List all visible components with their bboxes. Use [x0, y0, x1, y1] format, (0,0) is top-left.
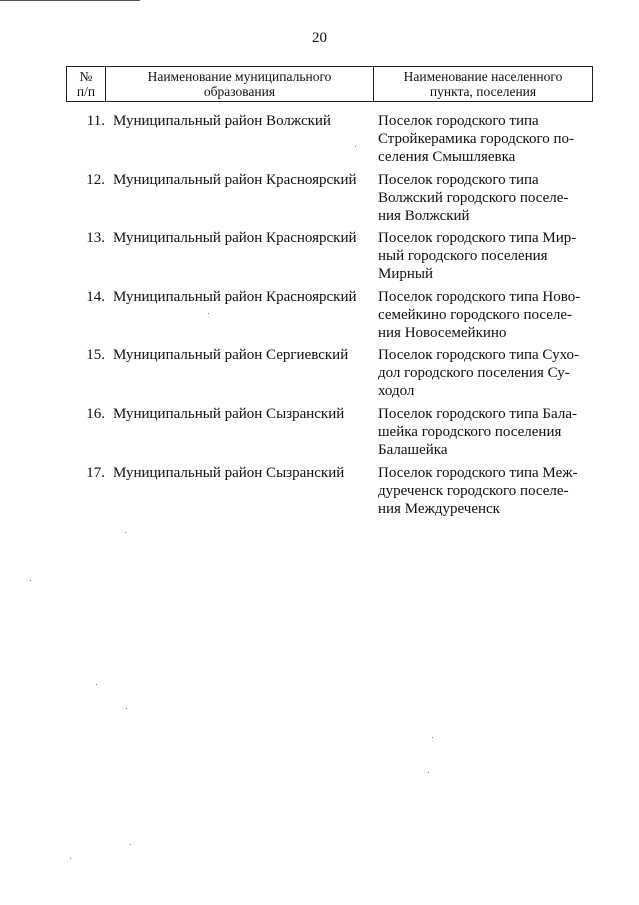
- settlement-line: Поселок городского типа: [378, 113, 539, 129]
- row-district: Муниципальный район Волжский: [113, 113, 331, 129]
- table-row: [66, 110, 593, 169]
- scan-speck: [126, 708, 127, 709]
- settlement-line: Поселок городского типа Бала-: [378, 405, 577, 422]
- settlement-line: шейка городского поселения: [378, 423, 562, 440]
- header-num-line: №: [79, 69, 93, 84]
- row-settlement: [373, 286, 593, 345]
- row-settlement: [373, 403, 593, 462]
- table-row: [66, 227, 593, 286]
- scan-speck: [70, 858, 71, 859]
- row-number: 16.: [86, 405, 105, 422]
- row-number: 12.: [86, 171, 105, 188]
- row-number: 15.: [86, 347, 105, 364]
- settlement-line: селения Смышляевка: [378, 149, 516, 165]
- row-number: 11.: [86, 113, 105, 129]
- table-header: [66, 66, 593, 102]
- settlement-line: Поселок городского типа Меж-: [378, 464, 578, 481]
- settlement-line: Поселок городского типа Сухо-: [378, 347, 579, 364]
- header-district-line: Наименование муниципального: [147, 69, 332, 84]
- table-row: [66, 462, 593, 521]
- settlement-line: ния Междуреченск: [378, 500, 500, 517]
- settlement-line: Волжский городского поселе-: [378, 189, 569, 206]
- header-num-line: п/п: [76, 84, 96, 99]
- table-body: [66, 110, 593, 520]
- settlement-line: Поселок городского типа: [378, 171, 539, 188]
- settlement-line: ный городского поселения: [378, 248, 548, 265]
- table-row: [66, 169, 593, 228]
- header-district: [106, 67, 374, 101]
- header-num: [67, 67, 106, 101]
- row-district: Муниципальный район Сергиевский: [113, 347, 349, 364]
- scan-speck: [125, 532, 126, 533]
- row-settlement: [373, 110, 593, 169]
- row-district: Муниципальный район Красноярский: [113, 288, 357, 305]
- table-row: [66, 286, 593, 345]
- row-number: 13.: [86, 230, 105, 247]
- page-number: 20: [312, 30, 327, 46]
- row-district: Муниципальный район Сызранский: [113, 405, 345, 422]
- settlement-line: ния Новосемейкино: [378, 324, 507, 341]
- row-settlement: [373, 169, 593, 228]
- header-settlement-line: пункта, поселения: [429, 84, 537, 99]
- scan-speck: [208, 313, 209, 314]
- scan-speck: [130, 844, 131, 845]
- settlement-line: дол городского поселения Су-: [378, 365, 570, 382]
- settlement-line: дуреченск городского поселе-: [378, 482, 569, 499]
- row-settlement: [373, 462, 593, 521]
- row-number: 17.: [86, 464, 105, 481]
- header-settlement-line: Наименование населенного: [403, 69, 563, 84]
- settlement-line: Балашейка: [378, 441, 448, 458]
- table-row: [66, 403, 593, 462]
- scan-speck: [30, 580, 31, 581]
- settlement-line: Поселок городского типа Ново-: [378, 288, 581, 305]
- scan-speck: [355, 146, 356, 147]
- table-row: [66, 344, 593, 403]
- settlement-line: Стройкерамика городского по-: [378, 131, 575, 147]
- settlement-line: Поселок городского типа Мир-: [378, 230, 577, 247]
- row-district: Муниципальный район Красноярский: [113, 230, 357, 247]
- scan-speck: [428, 772, 429, 773]
- scan-speck: [96, 684, 97, 685]
- row-settlement: [373, 344, 593, 403]
- row-number: 14.: [86, 288, 105, 305]
- settlement-line: семейкино городского поселе-: [378, 306, 572, 323]
- row-settlement: [373, 227, 593, 286]
- header-settlement: [374, 67, 592, 101]
- scan-speck: [432, 737, 433, 738]
- settlement-line: ходол: [378, 383, 415, 400]
- row-district: Муниципальный район Сызранский: [113, 464, 345, 481]
- scan-edge-line: [0, 0, 140, 1]
- header-district-line: образования: [203, 84, 276, 99]
- settlement-line: Мирный: [378, 266, 433, 283]
- settlement-line: ния Волжский: [378, 207, 470, 224]
- row-district: Муниципальный район Красноярский: [113, 171, 357, 188]
